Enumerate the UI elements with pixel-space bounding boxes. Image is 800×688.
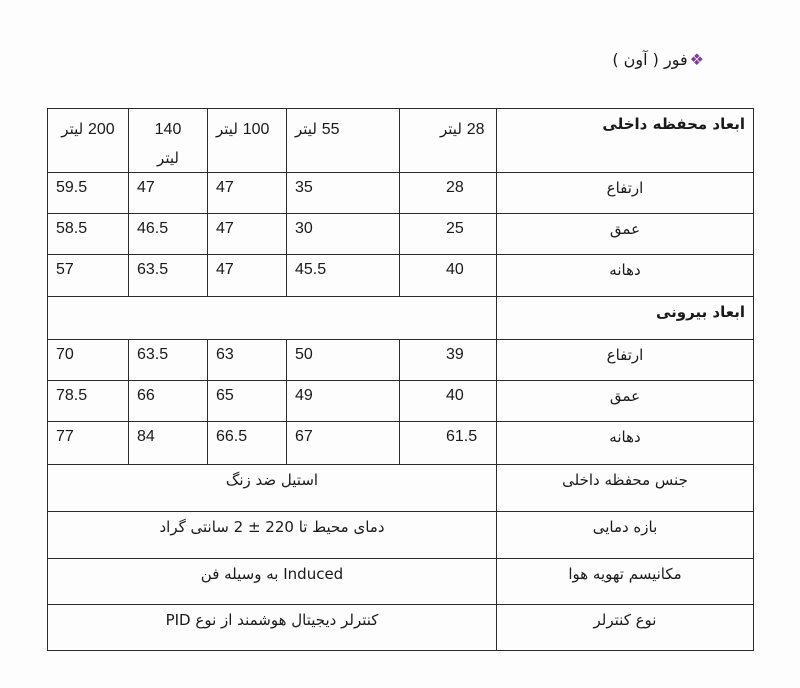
oven-spec-table	[47, 108, 754, 651]
cell: 45.5	[287, 255, 400, 297]
cell: 47	[208, 255, 287, 297]
cell: 61.5	[400, 422, 497, 465]
spec-label-ventilation: مکانیسم تهویه هوا	[497, 559, 754, 605]
outer-section-row	[48, 297, 754, 340]
table-row	[48, 214, 754, 255]
cell: 50	[287, 340, 400, 381]
cell: 63	[208, 340, 287, 381]
table-row	[48, 422, 754, 465]
cell: 49	[287, 381, 400, 422]
spec-row	[48, 605, 754, 651]
spec-value-temperature-range: دمای محیط تا 220 ± 2 سانتی گراد	[48, 512, 497, 559]
cell: 28	[400, 173, 497, 214]
spec-row	[48, 559, 754, 605]
cell: 66.5	[208, 422, 287, 465]
cell: 47	[129, 173, 208, 214]
spec-label-temperature-range: بازه دمایی	[497, 512, 754, 559]
table-row	[48, 173, 754, 214]
cell: 65	[208, 381, 287, 422]
cell: 40	[400, 255, 497, 297]
cell: 46.5	[129, 214, 208, 255]
table-row	[48, 255, 754, 297]
spec-label-material: جنس محفظه داخلی	[497, 465, 754, 512]
heading-text: فور ( آون )	[612, 50, 688, 69]
cell: 84	[129, 422, 208, 465]
cell: 30	[287, 214, 400, 255]
capacity-header-55: 55 لیتر	[287, 109, 400, 173]
spec-label-controller: نوع کنترلر	[497, 605, 754, 651]
cell: 58.5	[48, 214, 129, 255]
empty-cell	[48, 297, 497, 340]
page-heading	[612, 50, 704, 69]
cell: 78.5	[48, 381, 129, 422]
cell: 67	[287, 422, 400, 465]
table-row	[48, 340, 754, 381]
row-label-height: ارتفاع	[497, 340, 754, 381]
capacity-header-140: 140 لیتر	[129, 109, 208, 173]
cell: 63.5	[129, 255, 208, 297]
spec-value-material: استیل ضد زنگ	[48, 465, 497, 512]
row-label-depth: عمق	[497, 381, 754, 422]
cell: 77	[48, 422, 129, 465]
cell: 63.5	[129, 340, 208, 381]
row-label-opening: دهانه	[497, 255, 754, 297]
cell: 40	[400, 381, 497, 422]
spec-value-ventilation: Induced به وسیله فن	[48, 559, 497, 605]
row-label-height: ارتفاع	[497, 173, 754, 214]
row-label-depth: عمق	[497, 214, 754, 255]
capacity-header-28: 28 لیتر	[400, 109, 497, 173]
cell: 66	[129, 381, 208, 422]
cell: 47	[208, 173, 287, 214]
capacity-header-200: 200 لیتر	[48, 109, 129, 173]
spec-row	[48, 465, 754, 512]
cell: 47	[208, 214, 287, 255]
cell: 70	[48, 340, 129, 381]
row-label-opening: دهانه	[497, 422, 754, 465]
cell: 35	[287, 173, 400, 214]
capacity-header-row	[48, 109, 754, 173]
cell: 59.5	[48, 173, 129, 214]
spec-row	[48, 512, 754, 559]
outer-dimensions-header: ابعاد بیرونی	[497, 297, 754, 340]
capacity-header-100: 100 لیتر	[208, 109, 287, 173]
spec-value-controller: کنترلر دیجیتال هوشمند از نوع PID	[48, 605, 497, 651]
cell: 57	[48, 255, 129, 297]
diamond-bullet-icon: ❖	[689, 50, 704, 69]
cell: 39	[400, 340, 497, 381]
cell: 25	[400, 214, 497, 255]
inner-dimensions-header: ابعاد محفظه داخلی	[497, 109, 754, 173]
table-row	[48, 381, 754, 422]
